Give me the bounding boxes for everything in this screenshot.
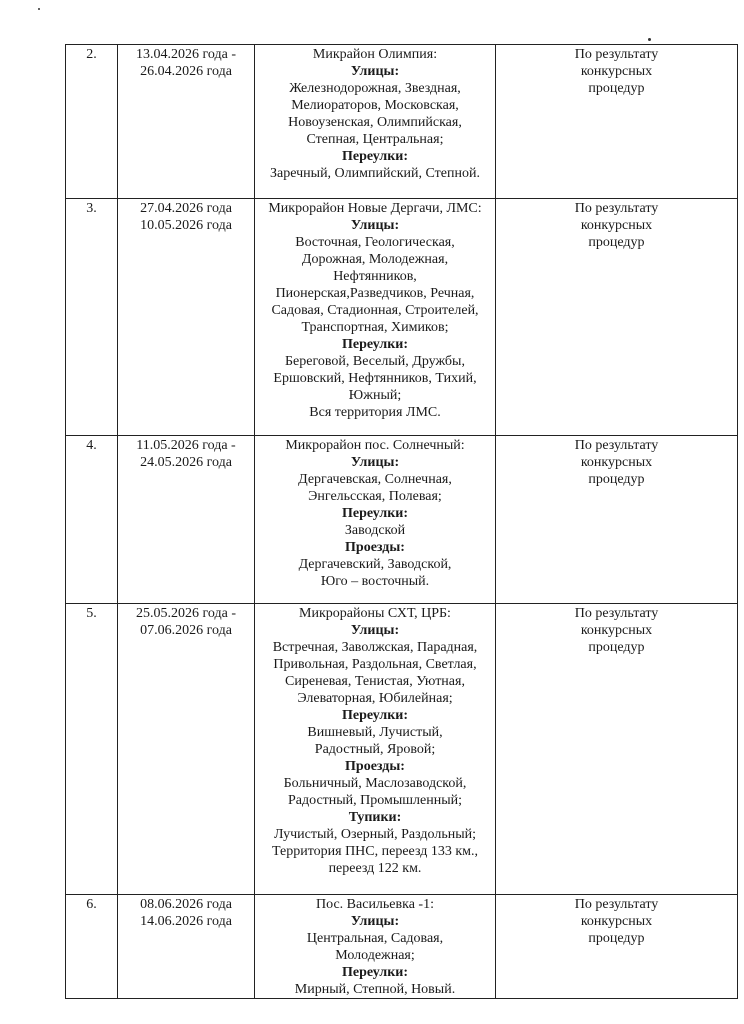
street-list-line: Мелиораторов, Московская,: [291, 98, 459, 113]
street-list-line: Микрорайон пос. Солнечный:: [285, 438, 465, 453]
street-list-line: Привольная, Раздольная, Светлая,: [273, 657, 477, 672]
street-list-line: Пионерская,Разведчиков, Речная,: [275, 286, 475, 301]
street-list-line: Пос. Васильевка -1:: [316, 897, 434, 912]
row-number: 6.: [66, 895, 118, 999]
scan-speck: [648, 38, 651, 41]
street-list-line: Садовая, Стадионная, Строителей,: [271, 303, 479, 318]
district-cell: [255, 45, 496, 199]
date-line: 13.04.2026 года -: [136, 47, 236, 62]
street-list-line: Заводской: [344, 523, 406, 538]
street-list-line: Энгельсская, Полевая;: [308, 489, 442, 504]
result-line: процедур: [588, 81, 645, 96]
street-category-heading: Тупики:: [348, 810, 402, 825]
result-line: По результату: [574, 201, 659, 216]
street-list-line: Новоузенская, Олимпийская,: [288, 115, 462, 130]
street-list-line: Территория ПНС, переезд 133 км.,: [271, 844, 478, 859]
result-line: По результату: [574, 897, 659, 912]
street-list-line: Больничный, Маслозаводской,: [283, 776, 467, 791]
street-list-line: Микрорайоны СХТ, ЦРБ:: [299, 606, 451, 621]
result-line: конкурсных: [580, 455, 653, 470]
street-list-line: Лучистый, Озерный, Раздольный;: [273, 827, 477, 842]
row-number: 5.: [66, 604, 118, 895]
result-cell: [496, 45, 738, 199]
street-category-heading: Переулки:: [341, 506, 409, 521]
date-line: 14.06.2026 года: [140, 914, 232, 929]
street-list-line: Встречная, Заволжская, Парадная,: [272, 640, 478, 655]
date-line: 08.06.2026 года: [140, 897, 232, 912]
date-range-cell: [118, 199, 255, 436]
street-list-line: Мирный, Степной, Новый.: [294, 982, 456, 997]
result-cell: [496, 199, 738, 436]
street-list-line: Микрорайон Новые Дергачи, ЛМС:: [268, 201, 482, 216]
street-list-line: Элеваторная, Юбилейная;: [297, 691, 453, 706]
street-list-line: Восточная, Геологическая,: [295, 235, 455, 250]
schedule-table-body: [66, 45, 738, 999]
street-list-line: Транспортная, Химиков;: [301, 320, 449, 335]
street-list-line: Заречный, Олимпийский, Степной.: [270, 166, 480, 181]
result-cell: [496, 436, 738, 604]
date-range-cell: [118, 604, 255, 895]
date-range-cell: [118, 895, 255, 999]
street-list-line: Ершовский, Нефтянников, Тихий,: [273, 371, 477, 386]
date-line: 27.04.2026 года: [140, 201, 232, 216]
street-category-heading: Проезды:: [345, 759, 405, 774]
street-list-line: Дорожная, Молодежная,: [301, 252, 449, 267]
date-line: 26.04.2026 года: [140, 64, 232, 79]
date-line: 10.05.2026 года: [140, 218, 232, 233]
street-list-line: Микрайон Олимпия:: [312, 47, 438, 62]
table-row: [66, 436, 738, 604]
street-category-heading: Улицы:: [350, 64, 400, 79]
street-list-line: Железнодорожная, Звездная,: [289, 81, 461, 96]
street-category-heading: Переулки:: [341, 708, 409, 723]
schedule-table: [65, 44, 738, 999]
result-line: конкурсных: [580, 623, 653, 638]
table-row: [66, 45, 738, 199]
result-line: процедур: [588, 931, 645, 946]
street-category-heading: Улицы:: [350, 914, 400, 929]
date-line: 24.05.2026 года: [140, 455, 232, 470]
result-line: конкурсных: [580, 64, 653, 79]
result-line: По результату: [574, 47, 659, 62]
table-row: [66, 895, 738, 999]
street-list-line: Южный;: [348, 388, 402, 403]
result-line: процедур: [588, 235, 645, 250]
district-cell: [255, 436, 496, 604]
result-cell: [496, 604, 738, 895]
result-line: конкурсных: [580, 218, 653, 233]
street-category-heading: Переулки:: [341, 337, 409, 352]
date-line: 07.06.2026 года: [140, 623, 232, 638]
street-category-heading: Переулки:: [341, 149, 409, 164]
district-cell: [255, 895, 496, 999]
row-number: 4.: [66, 436, 118, 604]
street-category-heading: Переулки:: [341, 965, 409, 980]
street-list-line: Радостный, Яровой;: [314, 742, 436, 757]
date-range-cell: [118, 45, 255, 199]
street-list-line: Молодежная;: [335, 948, 415, 963]
street-list-line: Сиреневая, Тенистая, Уютная,: [285, 674, 465, 689]
date-line: 11.05.2026 года -: [136, 438, 236, 453]
result-line: По результату: [574, 438, 659, 453]
scan-speck: [38, 8, 40, 10]
result-line: процедур: [588, 640, 645, 655]
district-cell: [255, 604, 496, 895]
street-list-line: Дергачевская, Солнечная,: [298, 472, 452, 487]
table-row: [66, 199, 738, 436]
date-range-cell: [118, 436, 255, 604]
result-line: конкурсных: [580, 914, 653, 929]
street-list-line: Дергачевский, Заводской,: [298, 557, 452, 572]
district-cell: [255, 199, 496, 436]
street-list-line: Юго – восточный.: [320, 574, 430, 589]
result-cell: [496, 895, 738, 999]
street-list-line: Степная, Центральная;: [306, 132, 444, 147]
table-row: [66, 604, 738, 895]
street-category-heading: Улицы:: [350, 623, 400, 638]
street-category-heading: Улицы:: [350, 455, 400, 470]
street-list-line: Нефтянников,: [333, 269, 417, 284]
street-list-line: Радостный, Промышленный;: [287, 793, 463, 808]
street-list-line: Береговой, Веселый, Дружбы,: [285, 354, 465, 369]
row-number: 2.: [66, 45, 118, 199]
street-list-line: переезд 122 км.: [328, 861, 422, 876]
street-list-line: Центральная, Садовая,: [306, 931, 444, 946]
street-list-line: Вся территория ЛМС.: [309, 405, 441, 420]
street-category-heading: Улицы:: [350, 218, 400, 233]
result-line: По результату: [574, 606, 659, 621]
street-category-heading: Проезды:: [345, 540, 405, 555]
street-list-line: Вишневый, Лучистый,: [307, 725, 443, 740]
result-line: процедур: [588, 472, 645, 487]
row-number: 3.: [66, 199, 118, 436]
date-line: 25.05.2026 года -: [136, 606, 236, 621]
